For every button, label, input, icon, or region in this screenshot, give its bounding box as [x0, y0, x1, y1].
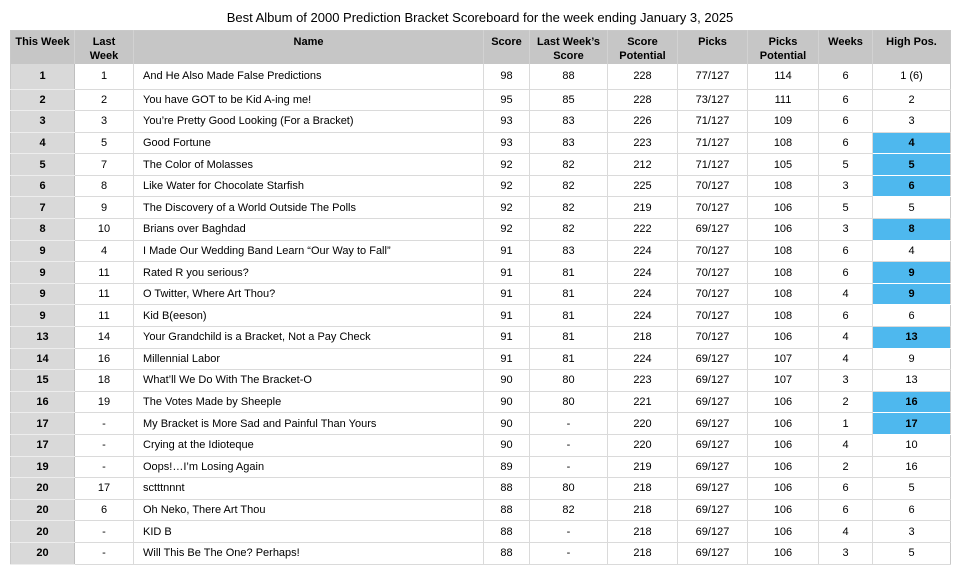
cell-picks: 70/127 — [678, 262, 748, 284]
cell-weeks: 6 — [819, 305, 873, 327]
cell-last-week-score: - — [530, 521, 608, 543]
cell-score: 92 — [484, 197, 530, 219]
cell-picks-potential: 108 — [748, 132, 819, 154]
cell-name: Like Water for Chocolate Starfish — [134, 175, 484, 197]
cell-score: 91 — [484, 348, 530, 370]
cell-weeks: 3 — [819, 175, 873, 197]
cell-score-potential: 224 — [608, 262, 678, 284]
cell-last-week: - — [75, 542, 134, 564]
scoreboard-table — [10, 30, 951, 565]
cell-last-week: 3 — [75, 111, 134, 133]
cell-score: 95 — [484, 89, 530, 111]
cell-weeks: 6 — [819, 64, 873, 90]
table-row — [11, 521, 951, 543]
cell-picks-potential: 106 — [748, 499, 819, 521]
cell-picks: 69/127 — [678, 413, 748, 435]
header-score-potential: Score Potential — [608, 31, 678, 64]
cell-score-potential: 221 — [608, 391, 678, 413]
cell-score-potential: 224 — [608, 348, 678, 370]
cell-picks-potential: 114 — [748, 64, 819, 90]
cell-picks: 77/127 — [678, 64, 748, 90]
cell-last-week-score: 82 — [530, 219, 608, 241]
cell-score: 92 — [484, 219, 530, 241]
cell-picks-potential: 106 — [748, 435, 819, 457]
cell-high-pos: 17 — [873, 413, 951, 435]
cell-score-potential: 222 — [608, 219, 678, 241]
cell-picks: 69/127 — [678, 219, 748, 241]
cell-last-week: 8 — [75, 175, 134, 197]
cell-last-week-score: - — [530, 542, 608, 564]
cell-high-pos: 16 — [873, 391, 951, 413]
cell-last-week: 6 — [75, 499, 134, 521]
table-row — [11, 435, 951, 457]
cell-name: Oh Neko, There Art Thou — [134, 499, 484, 521]
cell-this-week: 9 — [11, 305, 75, 327]
cell-last-week: - — [75, 521, 134, 543]
cell-score: 91 — [484, 327, 530, 349]
cell-last-week-score: - — [530, 413, 608, 435]
cell-high-pos: 8 — [873, 219, 951, 241]
cell-high-pos: 9 — [873, 283, 951, 305]
cell-name: sctttnnnt — [134, 478, 484, 500]
cell-high-pos: 5 — [873, 478, 951, 500]
cell-score-potential: 228 — [608, 64, 678, 90]
cell-score: 88 — [484, 521, 530, 543]
cell-score-potential: 218 — [608, 327, 678, 349]
cell-last-week-score: 85 — [530, 89, 608, 111]
cell-last-week-score: 82 — [530, 499, 608, 521]
cell-last-week-score: 81 — [530, 327, 608, 349]
cell-picks-potential: 106 — [748, 542, 819, 564]
cell-name: Rated R you serious? — [134, 262, 484, 284]
cell-name: And He Also Made False Predictions — [134, 64, 484, 90]
header-picks-potential: Picks Potential — [748, 31, 819, 64]
table-row — [11, 154, 951, 176]
cell-weeks: 6 — [819, 478, 873, 500]
cell-high-pos: 16 — [873, 456, 951, 478]
cell-score-potential: 218 — [608, 542, 678, 564]
cell-last-week-score: 81 — [530, 305, 608, 327]
cell-score: 92 — [484, 154, 530, 176]
table-row — [11, 262, 951, 284]
cell-weeks: 4 — [819, 283, 873, 305]
cell-this-week: 20 — [11, 521, 75, 543]
cell-high-pos: 3 — [873, 521, 951, 543]
cell-score: 91 — [484, 240, 530, 262]
header-picks: Picks — [678, 31, 748, 64]
cell-score-potential: 224 — [608, 305, 678, 327]
cell-score-potential: 223 — [608, 370, 678, 392]
cell-picks: 70/127 — [678, 283, 748, 305]
cell-picks-potential: 105 — [748, 154, 819, 176]
cell-picks-potential: 106 — [748, 327, 819, 349]
cell-name: The Color of Molasses — [134, 154, 484, 176]
cell-weeks: 3 — [819, 219, 873, 241]
cell-weeks: 5 — [819, 154, 873, 176]
cell-weeks: 2 — [819, 391, 873, 413]
cell-score-potential: 220 — [608, 435, 678, 457]
cell-score: 88 — [484, 542, 530, 564]
cell-this-week: 9 — [11, 240, 75, 262]
table-row — [11, 64, 951, 90]
cell-last-week-score: 81 — [530, 348, 608, 370]
cell-last-week-score: 80 — [530, 391, 608, 413]
cell-high-pos: 13 — [873, 370, 951, 392]
cell-score: 90 — [484, 413, 530, 435]
cell-picks: 69/127 — [678, 456, 748, 478]
cell-last-week-score: 82 — [530, 154, 608, 176]
cell-score: 88 — [484, 499, 530, 521]
cell-last-week-score: 82 — [530, 197, 608, 219]
cell-picks-potential: 107 — [748, 370, 819, 392]
cell-score: 93 — [484, 111, 530, 133]
cell-picks-potential: 108 — [748, 175, 819, 197]
cell-picks: 69/127 — [678, 348, 748, 370]
cell-score-potential: 223 — [608, 132, 678, 154]
cell-high-pos: 9 — [873, 262, 951, 284]
cell-weeks: 3 — [819, 542, 873, 564]
cell-name: Oops!…I’m Losing Again — [134, 456, 484, 478]
cell-last-week: - — [75, 456, 134, 478]
cell-last-week-score: - — [530, 456, 608, 478]
cell-picks-potential: 108 — [748, 240, 819, 262]
cell-name: You have GOT to be Kid A-ing me! — [134, 89, 484, 111]
cell-picks: 69/127 — [678, 499, 748, 521]
cell-this-week: 9 — [11, 262, 75, 284]
cell-picks-potential: 108 — [748, 305, 819, 327]
cell-last-week-score: 88 — [530, 64, 608, 90]
cell-last-week: 2 — [75, 89, 134, 111]
table-row — [11, 175, 951, 197]
cell-this-week: 20 — [11, 478, 75, 500]
cell-score-potential: 228 — [608, 89, 678, 111]
cell-weeks: 4 — [819, 435, 873, 457]
cell-score-potential: 224 — [608, 283, 678, 305]
cell-this-week: 1 — [11, 64, 75, 90]
cell-weeks: 3 — [819, 370, 873, 392]
cell-picks-potential: 106 — [748, 456, 819, 478]
cell-picks: 70/127 — [678, 327, 748, 349]
cell-score-potential: 220 — [608, 413, 678, 435]
cell-high-pos: 9 — [873, 348, 951, 370]
table-row — [11, 499, 951, 521]
cell-picks-potential: 107 — [748, 348, 819, 370]
cell-high-pos: 5 — [873, 154, 951, 176]
header-name: Name — [134, 31, 484, 64]
cell-name: O Twitter, Where Art Thou? — [134, 283, 484, 305]
cell-last-week: - — [75, 435, 134, 457]
cell-last-week-score: - — [530, 435, 608, 457]
cell-score-potential: 218 — [608, 521, 678, 543]
cell-score-potential: 212 — [608, 154, 678, 176]
cell-name: You’re Pretty Good Looking (For a Bracket) — [134, 111, 484, 133]
cell-picks: 73/127 — [678, 89, 748, 111]
cell-name: Brians over Baghdad — [134, 219, 484, 241]
cell-name: Good Fortune — [134, 132, 484, 154]
cell-picks-potential: 106 — [748, 478, 819, 500]
cell-this-week: 9 — [11, 283, 75, 305]
table-row — [11, 240, 951, 262]
cell-this-week: 17 — [11, 413, 75, 435]
table-row — [11, 456, 951, 478]
table-row — [11, 413, 951, 435]
table-header — [11, 31, 951, 64]
cell-picks-potential: 106 — [748, 219, 819, 241]
cell-last-week: 14 — [75, 327, 134, 349]
cell-high-pos: 6 — [873, 305, 951, 327]
cell-name: I Made Our Wedding Band Learn “Our Way to Fall” — [134, 240, 484, 262]
header-weeks: Weeks — [819, 31, 873, 64]
cell-last-week: - — [75, 413, 134, 435]
cell-name: Kid B(eeson) — [134, 305, 484, 327]
cell-picks-potential: 108 — [748, 283, 819, 305]
cell-high-pos: 5 — [873, 197, 951, 219]
table-row — [11, 283, 951, 305]
table-row — [11, 305, 951, 327]
cell-this-week: 3 — [11, 111, 75, 133]
cell-last-week: 19 — [75, 391, 134, 413]
cell-score-potential: 225 — [608, 175, 678, 197]
cell-this-week: 8 — [11, 219, 75, 241]
cell-this-week: 20 — [11, 499, 75, 521]
table-row — [11, 197, 951, 219]
table-row — [11, 391, 951, 413]
cell-high-pos: 6 — [873, 499, 951, 521]
cell-last-week-score: 83 — [530, 111, 608, 133]
header-score: Score — [484, 31, 530, 64]
cell-score: 92 — [484, 175, 530, 197]
cell-score: 90 — [484, 391, 530, 413]
cell-last-week-score: 82 — [530, 175, 608, 197]
cell-score: 88 — [484, 478, 530, 500]
cell-weeks: 4 — [819, 348, 873, 370]
cell-name: KID B — [134, 521, 484, 543]
table-row — [11, 327, 951, 349]
cell-high-pos: 4 — [873, 132, 951, 154]
header-row — [11, 31, 951, 64]
cell-weeks: 6 — [819, 240, 873, 262]
cell-score: 91 — [484, 305, 530, 327]
cell-weeks: 6 — [819, 89, 873, 111]
table-row — [11, 111, 951, 133]
cell-score-potential: 219 — [608, 456, 678, 478]
cell-high-pos: 10 — [873, 435, 951, 457]
cell-last-week: 16 — [75, 348, 134, 370]
cell-weeks: 5 — [819, 197, 873, 219]
header-this-week: This Week — [11, 31, 75, 64]
cell-picks: 71/127 — [678, 111, 748, 133]
cell-picks-potential: 108 — [748, 262, 819, 284]
cell-high-pos: 2 — [873, 89, 951, 111]
cell-this-week: 20 — [11, 542, 75, 564]
cell-score-potential: 218 — [608, 499, 678, 521]
cell-weeks: 2 — [819, 456, 873, 478]
cell-this-week: 6 — [11, 175, 75, 197]
cell-name: Your Grandchild is a Bracket, Not a Pay Check — [134, 327, 484, 349]
cell-last-week: 11 — [75, 262, 134, 284]
cell-this-week: 7 — [11, 197, 75, 219]
cell-picks-potential: 106 — [748, 391, 819, 413]
cell-name: Crying at the Idioteque — [134, 435, 484, 457]
cell-last-week-score: 83 — [530, 240, 608, 262]
cell-picks: 70/127 — [678, 197, 748, 219]
cell-last-week: 4 — [75, 240, 134, 262]
table-row — [11, 348, 951, 370]
cell-score: 98 — [484, 64, 530, 90]
cell-this-week: 19 — [11, 456, 75, 478]
cell-this-week: 14 — [11, 348, 75, 370]
cell-high-pos: 4 — [873, 240, 951, 262]
cell-score: 91 — [484, 283, 530, 305]
cell-score-potential: 218 — [608, 478, 678, 500]
cell-high-pos: 1 (6) — [873, 64, 951, 90]
cell-last-week: 11 — [75, 283, 134, 305]
cell-score-potential: 226 — [608, 111, 678, 133]
cell-weeks: 6 — [819, 262, 873, 284]
cell-name: The Discovery of a World Outside The Polls — [134, 197, 484, 219]
cell-score: 91 — [484, 262, 530, 284]
table-row — [11, 370, 951, 392]
header-last-week: Last Week — [75, 31, 134, 64]
cell-last-week-score: 80 — [530, 478, 608, 500]
cell-weeks: 6 — [819, 111, 873, 133]
cell-picks: 69/127 — [678, 542, 748, 564]
cell-last-week-score: 80 — [530, 370, 608, 392]
cell-this-week: 4 — [11, 132, 75, 154]
cell-score-potential: 219 — [608, 197, 678, 219]
cell-high-pos: 13 — [873, 327, 951, 349]
cell-weeks: 6 — [819, 132, 873, 154]
cell-name: The Votes Made by Sheeple — [134, 391, 484, 413]
cell-picks: 69/127 — [678, 435, 748, 457]
cell-weeks: 4 — [819, 327, 873, 349]
cell-picks: 70/127 — [678, 175, 748, 197]
header-last-week-score: Last Week’s Score — [530, 31, 608, 64]
cell-score: 90 — [484, 435, 530, 457]
cell-last-week: 17 — [75, 478, 134, 500]
cell-score: 89 — [484, 456, 530, 478]
cell-picks-potential: 109 — [748, 111, 819, 133]
cell-last-week: 18 — [75, 370, 134, 392]
cell-this-week: 16 — [11, 391, 75, 413]
table-row — [11, 89, 951, 111]
cell-last-week: 9 — [75, 197, 134, 219]
cell-picks-potential: 106 — [748, 413, 819, 435]
cell-this-week: 15 — [11, 370, 75, 392]
cell-high-pos: 6 — [873, 175, 951, 197]
cell-name: What’ll We Do With The Bracket-O — [134, 370, 484, 392]
cell-picks: 71/127 — [678, 132, 748, 154]
cell-this-week: 17 — [11, 435, 75, 457]
table-body — [11, 64, 951, 565]
cell-high-pos: 5 — [873, 542, 951, 564]
cell-last-week-score: 81 — [530, 262, 608, 284]
cell-picks: 70/127 — [678, 305, 748, 327]
cell-last-week: 1 — [75, 64, 134, 90]
cell-last-week: 11 — [75, 305, 134, 327]
cell-last-week: 5 — [75, 132, 134, 154]
page-title: Best Album of 2000 Prediction Bracket Scoreboard for the week ending January 3, 2025 — [226, 10, 734, 25]
table-row — [11, 478, 951, 500]
cell-score-potential: 224 — [608, 240, 678, 262]
table-row — [11, 542, 951, 564]
cell-name: My Bracket is More Sad and Painful Than Yours — [134, 413, 484, 435]
cell-this-week: 5 — [11, 154, 75, 176]
cell-this-week: 13 — [11, 327, 75, 349]
cell-picks-potential: 111 — [748, 89, 819, 111]
table-row — [11, 132, 951, 154]
cell-picks: 69/127 — [678, 391, 748, 413]
cell-picks: 69/127 — [678, 521, 748, 543]
cell-weeks: 1 — [819, 413, 873, 435]
cell-name: Will This Be The One? Perhaps! — [134, 542, 484, 564]
cell-weeks: 6 — [819, 499, 873, 521]
cell-high-pos: 3 — [873, 111, 951, 133]
cell-picks: 70/127 — [678, 240, 748, 262]
cell-picks: 69/127 — [678, 370, 748, 392]
cell-last-week: 10 — [75, 219, 134, 241]
cell-picks: 69/127 — [678, 478, 748, 500]
cell-last-week-score: 81 — [530, 283, 608, 305]
cell-picks-potential: 106 — [748, 197, 819, 219]
cell-score: 93 — [484, 132, 530, 154]
cell-picks-potential: 106 — [748, 521, 819, 543]
table-row — [11, 219, 951, 241]
cell-last-week-score: 83 — [530, 132, 608, 154]
cell-name: Millennial Labor — [134, 348, 484, 370]
cell-score: 90 — [484, 370, 530, 392]
cell-picks: 71/127 — [678, 154, 748, 176]
cell-last-week: 7 — [75, 154, 134, 176]
cell-this-week: 2 — [11, 89, 75, 111]
cell-weeks: 4 — [819, 521, 873, 543]
header-high-pos: High Pos. — [873, 31, 951, 64]
